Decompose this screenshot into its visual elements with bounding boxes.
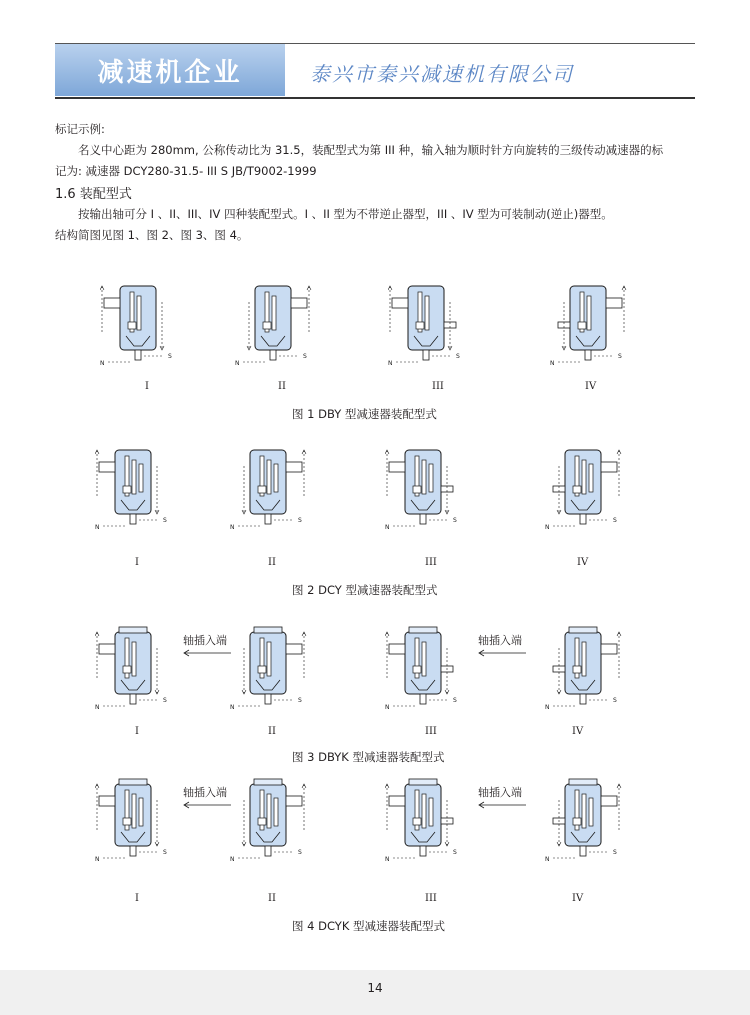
header-banner xyxy=(55,44,285,96)
assembly-type-label: II xyxy=(268,557,276,568)
assembly-type-label: IV xyxy=(577,557,589,568)
axle-insert-arrow xyxy=(476,648,530,658)
assembly-type-label: III xyxy=(425,893,437,904)
north-label: N xyxy=(388,360,393,367)
gearbox-diagram-4-4 xyxy=(545,772,629,872)
company-name: 泰兴市秦兴减速机有限公司 xyxy=(310,62,574,86)
gearbox-diagram-4-3 xyxy=(385,772,469,872)
axle-insert-end-label: 轴插入端 xyxy=(478,634,522,647)
gearbox-diagram-2-1 xyxy=(95,440,179,540)
assembly-paragraph-line-2: 结构简图见图 1、图 2、图 3、图 4。 xyxy=(55,228,249,242)
header-bottom-rule xyxy=(55,97,695,99)
figure-caption: 图 3 DBYK 型减速器装配型式 xyxy=(292,750,445,764)
assembly-type-label: IV xyxy=(572,893,584,904)
axle-insert-arrow xyxy=(476,800,530,810)
north-label: N xyxy=(230,704,235,711)
assembly-type-label: II xyxy=(268,893,276,904)
assembly-type-label: I xyxy=(135,557,139,568)
south-label: S xyxy=(456,353,460,360)
gearbox-diagram-1-3 xyxy=(388,276,472,376)
north-label: N xyxy=(385,856,390,863)
assembly-type-label: IV xyxy=(585,381,597,392)
south-label: S xyxy=(618,353,622,360)
south-label: S xyxy=(298,517,302,524)
assembly-type-label: I xyxy=(135,893,139,904)
assembly-type-label: II xyxy=(268,726,276,737)
gearbox-diagram-3-4 xyxy=(545,620,629,720)
assembly-paragraph-line-1: 按输出轴可分 I 、II、III、IV 四种装配型式。I 、II 型为不带逆止器型，III 、IV 型为可装制动(逆止)器型。 xyxy=(78,207,613,221)
north-label: N xyxy=(545,704,550,711)
south-label: S xyxy=(613,849,617,856)
gearbox-diagram-3-3 xyxy=(385,620,469,720)
gearbox-diagram-3-1 xyxy=(95,620,179,720)
north-label: N xyxy=(385,524,390,531)
north-label: N xyxy=(385,704,390,711)
north-label: N xyxy=(545,524,550,531)
gearbox-diagram-1-2 xyxy=(235,276,319,376)
assembly-type-label: IV xyxy=(572,726,584,737)
south-label: S xyxy=(163,849,167,856)
assembly-type-label: III xyxy=(425,726,437,737)
gearbox-diagram-4-2 xyxy=(230,772,314,872)
gearbox-diagram-3-2 xyxy=(230,620,314,720)
figure-caption: 图 2 DCY 型减速器装配型式 xyxy=(292,583,438,597)
example-line-1: 名义中心距为 280mm, 公称传动比为 31.5，装配型式为第 III 种，输入轴为顺时针方向旋转的三级传动减速器的标 xyxy=(78,143,664,157)
north-label: N xyxy=(95,704,100,711)
assembly-type-label: II xyxy=(278,381,286,392)
gearbox-diagram-2-2 xyxy=(230,440,314,540)
example-line-2: 记为: 减速器 DCY280-31.5- III S JB/T9002-1999 xyxy=(55,164,317,178)
north-label: N xyxy=(100,360,105,367)
north-label: N xyxy=(235,360,240,367)
south-label: S xyxy=(453,849,457,856)
assembly-type-label: III xyxy=(432,381,444,392)
assembly-type-label: I xyxy=(145,381,149,392)
axle-insert-end-label: 轴插入端 xyxy=(183,634,227,647)
gearbox-diagram-2-3 xyxy=(385,440,469,540)
gearbox-diagram-2-4 xyxy=(545,440,629,540)
axle-insert-end-label: 轴插入端 xyxy=(478,786,522,799)
example-heading: 标记示例: xyxy=(55,122,105,136)
south-label: S xyxy=(453,517,457,524)
south-label: S xyxy=(613,697,617,704)
north-label: N xyxy=(545,856,550,863)
south-label: S xyxy=(163,517,167,524)
north-label: N xyxy=(550,360,555,367)
south-label: S xyxy=(163,697,167,704)
section-title: 装配型式 xyxy=(79,187,132,202)
south-label: S xyxy=(298,849,302,856)
assembly-type-label: I xyxy=(135,726,139,737)
gearbox-diagram-1-4 xyxy=(550,276,634,376)
section-heading xyxy=(55,183,132,202)
south-label: S xyxy=(453,697,457,704)
axle-insert-arrow xyxy=(181,800,235,810)
south-label: S xyxy=(168,353,172,360)
south-label: S xyxy=(613,517,617,524)
section-number: 1.6 xyxy=(55,187,76,202)
axle-insert-arrow xyxy=(181,648,235,658)
north-label: N xyxy=(230,524,235,531)
banner-title: 减速机企业 xyxy=(97,57,243,88)
north-label: N xyxy=(230,856,235,863)
figure-caption: 图 4 DCYK 型减速器装配型式 xyxy=(292,919,446,933)
south-label: S xyxy=(303,353,307,360)
north-label: N xyxy=(95,856,100,863)
figure-caption: 图 1 DBY 型减速器装配型式 xyxy=(292,407,437,421)
south-label: S xyxy=(298,697,302,704)
assembly-type-label: III xyxy=(425,557,437,568)
page-number: 14 xyxy=(367,981,383,995)
gearbox-diagram-4-1 xyxy=(95,772,179,872)
north-label: N xyxy=(95,524,100,531)
gearbox-diagram-1-1 xyxy=(100,276,184,376)
axle-insert-end-label: 轴插入端 xyxy=(183,786,227,799)
